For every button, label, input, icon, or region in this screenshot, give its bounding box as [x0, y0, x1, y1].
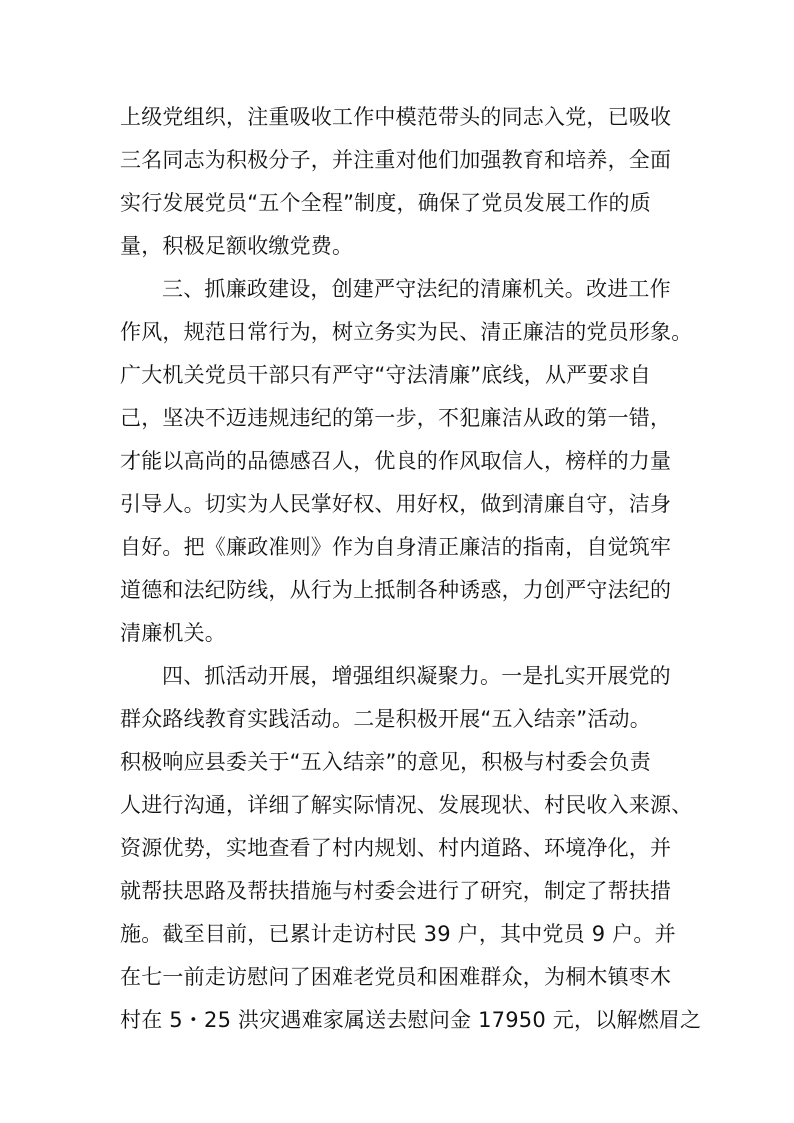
paragraph-3-line-1: 四、抓活动开展，增强组织凝聚力。一是扎实开展党的	[162, 664, 671, 688]
paragraph-3-line-8: 在七一前走访慰问了困难老党员和困难群众，为桐木镇枣木	[120, 965, 672, 989]
paragraph-2-line-4: 己，坚决不迈违规违纪的第一步，不犯廉洁从政的第一错，	[120, 406, 672, 430]
paragraph-3-line-2: 群众路线教育实践活动。二是积极开展“五入结亲”活动。	[120, 707, 651, 731]
paragraph-3-line-4: 人进行沟通，详细了解实际情况、发展现状、村民收入来源、	[120, 793, 693, 817]
paragraph-1-line-4: 量，积极足额收缴党费。	[120, 234, 354, 258]
paragraph-1-line-3: 实行发展党员“五个全程”制度，确保了党员发展工作的质	[120, 191, 651, 215]
paragraph-2-line-1: 三、抓廉政建设，创建严守法纪的清廉机关。改进工作	[162, 277, 671, 301]
paragraph-2-line-7: 自好。把《廉政准则》作为自身清正廉洁的指南，自觉筑牢	[120, 535, 672, 559]
paragraph-3-line-9: 村在 5・25 洪灾遇难家属送去慰问金 17950 元，以解燃眉之	[120, 1008, 702, 1032]
paragraph-2-line-5: 才能以高尚的品德感召人，优良的作风取信人，榜样的力量	[120, 449, 672, 473]
paragraph-2-line-2: 作风，规范日常行为，树立务实为民、清正廉洁的党员形象。	[120, 320, 693, 344]
paragraph-2-line-6: 引导人。切实为人民掌好权、用好权，做到清廉自守，洁身	[120, 492, 672, 516]
paragraph-1-line-1: 上级党组织，注重吸收工作中模范带头的同志入党，已吸收	[120, 105, 672, 129]
paragraph-3-line-6: 就帮扶思路及帮扶措施与村委会进行了研究，制定了帮扶措	[120, 879, 672, 903]
paragraph-3-line-5: 资源优势，实地查看了村内规划、村内道路、环境净化，并	[120, 836, 672, 860]
paragraph-2-line-8: 道德和法纪防线，从行为上抵制各种诱惑，力创严守法纪的	[120, 578, 672, 602]
paragraph-2-line-3: 广大机关党员干部只有严守“守法清廉”底线，从严要求自	[120, 363, 651, 387]
paragraph-3-line-3: 积极响应县委关于“五入结亲”的意见，积极与村委会负责	[120, 750, 651, 774]
paragraph-2-line-9: 清廉机关。	[120, 621, 226, 645]
paragraph-1-line-2: 三名同志为积极分子，并注重对他们加强教育和培养，全面	[120, 148, 672, 172]
paragraph-3-line-7: 施。截至目前，已累计走访村民 39 户，其中党员 9 户。并	[120, 922, 676, 946]
